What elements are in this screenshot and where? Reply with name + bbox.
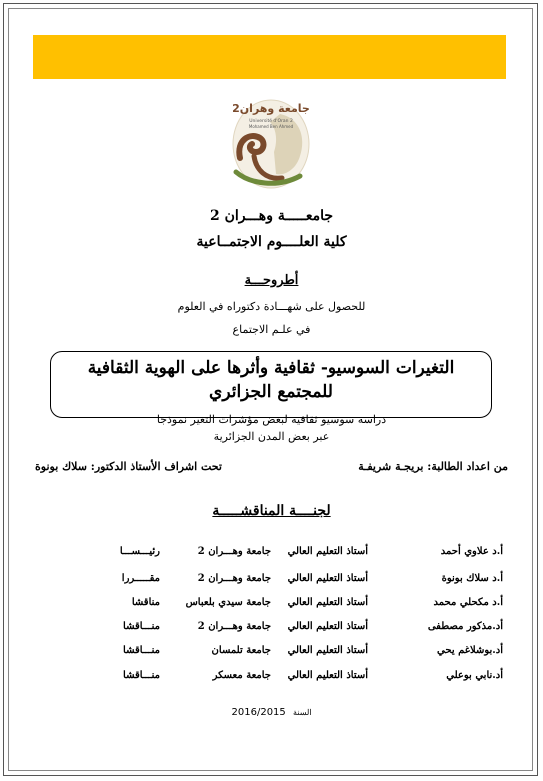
member-rank: أستاذ التعليم العالي [287, 597, 368, 608]
member-university: جامعة تلمسان [211, 645, 271, 656]
member-role: منـــاقشا [123, 645, 160, 656]
member-university: جامعة وهـــران 2 [197, 573, 271, 584]
faculty-name: كلية العلــــوم الاجتمــاعية [196, 234, 347, 250]
member-name: أ.د مكحلي محمد [433, 597, 503, 608]
header-banner [33, 35, 506, 79]
year-label: السنة [292, 708, 312, 717]
prepared-by: من اعداد الطالبة: بريجـة شريفـة [358, 460, 508, 473]
thesis-subtitle-line-1: دراسة سوسيو ثقافية لبعض مؤشرات التغير نموذجا [156, 413, 387, 426]
academic-year [0, 707, 543, 718]
member-rank: أستاذ التعليم العالي [287, 645, 368, 656]
member-name: أد.نابي بوعلي [446, 670, 503, 681]
committee-row [0, 546, 543, 566]
member-rank: أستاذ التعليم العالي [287, 670, 368, 681]
university-name: جامعـــــة وهـــران 2 [209, 208, 334, 224]
committee-heading: لجنــــة المناقشـــــة [212, 503, 331, 519]
committee-row [0, 645, 543, 665]
thesis-title-line-1: التغيرات السوسيو- ثقافية وأثرها على الهوية الثقافية [87, 358, 455, 378]
member-role: مناقشا [131, 597, 160, 608]
member-name: أد.بوشلاغم يحي [437, 645, 503, 656]
member-rank: أستاذ التعليم العالي [287, 573, 368, 584]
committee-row [0, 597, 543, 617]
member-role: منـــاقشا [123, 670, 160, 681]
logo-arabic-name: جامعة وهران2 [232, 102, 310, 115]
field-line: في علـم الاجتماع [232, 323, 311, 336]
logo-french-name-2: Mohamed Ben Ahmed [248, 124, 294, 129]
member-role: مقـــــررا [121, 573, 160, 584]
committee-row [0, 573, 543, 593]
supervised-by: تحت اشراف الأستاذ الدكتور: سلاك بونوة [35, 460, 222, 473]
member-university: جامعة وهـــران 2 [197, 621, 271, 632]
member-university: جامعة وهـــران 2 [197, 546, 271, 557]
member-role: منـــاقشا [123, 621, 160, 632]
member-name: أ.د علاوي أحمد [440, 546, 503, 557]
committee-row [0, 670, 543, 690]
member-rank: أستاذ التعليم العالي [287, 546, 368, 557]
member-university: جامعة سيدي بلعباس [185, 597, 271, 608]
member-university: جامعة معسكر [212, 670, 271, 681]
year-value: 2016/2015 [231, 707, 286, 718]
logo-french-name: Université d'Oran 2 [249, 119, 293, 124]
thesis-title-box [50, 351, 492, 418]
thesis-title-line-2: للمجتمع الجزائري [209, 382, 333, 402]
member-role: رئيـــســـا [119, 546, 160, 557]
member-name: أد.مذكور مصطفى [427, 621, 503, 632]
committee-row [0, 621, 543, 641]
member-name: أ.د سلاك بونوة [441, 573, 503, 584]
thesis-type: أطروحـــة [244, 273, 299, 288]
university-logo [226, 92, 316, 192]
degree-line: للحصول على شهـــادة دكتوراه في العلوم [177, 300, 366, 313]
member-rank: أستاذ التعليم العالي [287, 621, 368, 632]
thesis-subtitle-line-2: عبر بعض المدن الجزائرية [213, 430, 330, 443]
